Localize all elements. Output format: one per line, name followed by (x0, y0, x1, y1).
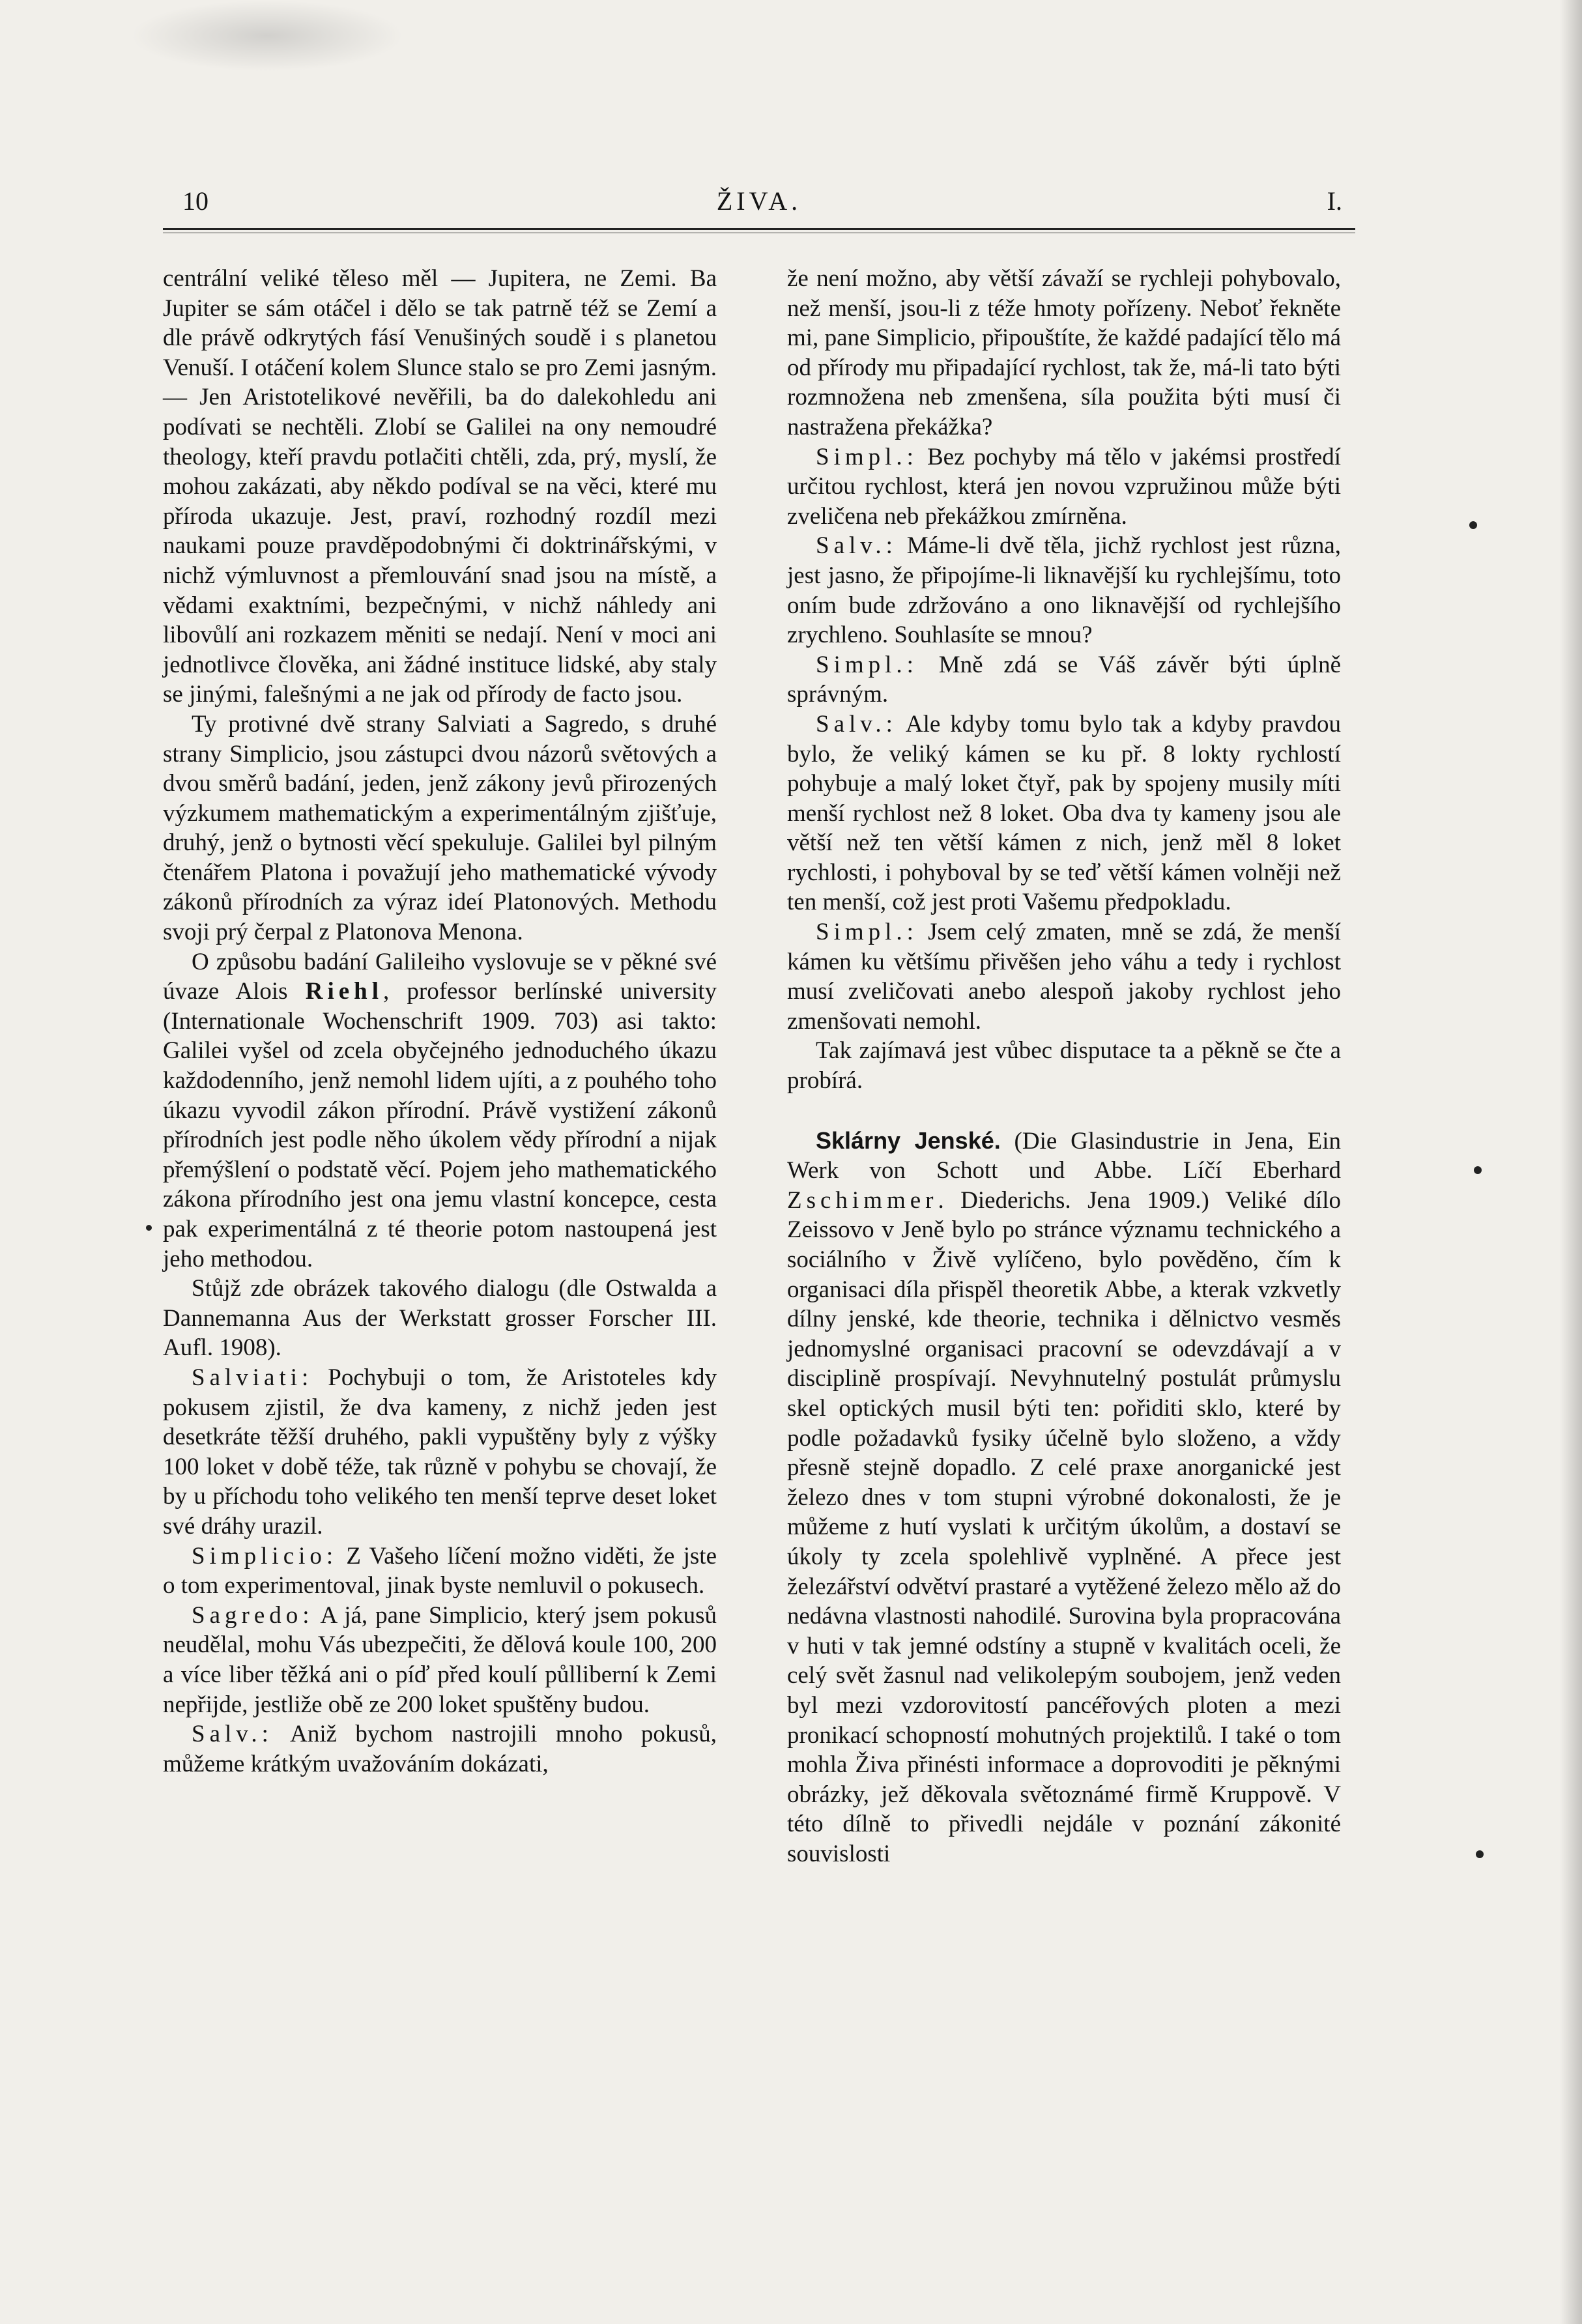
dialogue-line (787, 650, 1341, 710)
speaker-name: Salviati: (192, 1364, 313, 1391)
journal-title: ŽIVA. (716, 186, 802, 216)
paragraph-text: (Die Glasindustrie in Jena, Ein Werk von Schott und Abbe. Líčí Eberhard (787, 1127, 1342, 1184)
header-rule (163, 228, 1355, 233)
author-name: Riehl (305, 978, 383, 1005)
volume-number: I. (1327, 186, 1342, 216)
paragraph-text: . Diederichs. Jena 1909.) Veliké dílo Zeissovo v Jeně bylo po stránce významu technického a sociálního v Živě vylíčeno, bylo pověděno, čím k organisaci díla přispěl theoretik Abbe, a kterak vzkvetly dílny jenské, kde theorie, technika i dělnictvo vesměs jednomyslné organisaci pracovní se odevzdávají a v disciplině prospívají. Nevyhnutelný postulát průmyslu skel optických musil býti ten: pořiditi sklo, které by podle požadavků fysiky účelně bylo složeno, a vždy přesně stejně dopadlo. Z celé praxe anorganické jest železo dnes v tom stupni výrobné dokonalosti, že je můžeme z hutí vyslati k určitým úkolům, a dostaví se úkoly ty zcela spolehlivě vyplněné. A přece jest železářství odvětví prastaré a vytěžené železo mělo až do nedávna vlastnosti nahodilé. Surovina byla propracována v huti v tak jemné odstíny a stupně v kvalitách oceli, že celý svět žasnul nad velikolepým soubojem, jenž veden byl mezi vzdorovitostí pancéřových ploten a mezi pronikací schopností mohutných projektilů. I také o tom mohla Živa přinésti informace a doprovoditi je pěknými obrázky, jež děkovala světoznámé firmě Kruppově. V této dílně to přivedli nejdále v poznání zákonité souvislosti (787, 1186, 1341, 1867)
right-column (787, 264, 1341, 1869)
margin-mark (146, 1225, 152, 1231)
dialogue-text: A já, pane Simplicio, který jsem pokusů neudělal, mohu Vás ubezpečiti, že dělová koule 100, 200 a více liber těžká ani o píď před koulí půlliberní k Zemi nepřijde, jestliže obě ze 200 loket spuštěny budou. (163, 1601, 717, 1718)
paragraph: centrální veliké těleso měl — Jupitera, ne Zemi. Ba Jupiter se sám otáčel i dělo se tak patrně též se Zemí a dle právě odkrytých fásí Venušiných soudě i s planetou Venuší. I otáčení kolem Slunce stalo se pro Zemi jasným. — Jen Aristotelikové nevěřili, ba do dalekohledu ani podívati se nechtěli. Zlobí se Galilei na ony nemoudré theology, kteří pravdu potlačiti chtěli, zda, prý, myslí, že mohou zakázati, aby někdo podíval se na věci, které mu příroda ukazuje. Jest, praví, rozhodný rozdíl mezi naukami pouze pravděpodobnými či doktrinářskými, v nichž výmluvnost a přemlouvání snad jsou na místě, a vědami exaktními, bezpečnými, v nichž náhledy ani libovůlí ani rozkazem měniti se nedají. Není v moci ani jednotlivce člověka, ani žádné instituce lidské, aby staly se jinými, falešnými a ne jak od přírody de facto jsou. (163, 265, 717, 708)
dialogue-text: Jsem celý zmaten, mně se zdá, že menší kámen ku většímu přivěšen jeho váhu a tedy i rychlost musí zveličovati anebo alespoň jakoby rychlost jeho zmenšovati nemohl. (787, 919, 1341, 1035)
author-name: Zschimmer (787, 1186, 938, 1214)
page-number: 10 (182, 186, 209, 216)
section-title: Sklárny Jenské. (816, 1126, 1001, 1154)
paragraph: Stůjž zde obrázek takového dialogu (dle Ostwalda a Dannemanna Aus der Werkstatt grosser Forscher III. Aufl. 1908). (163, 1275, 717, 1362)
speaker-name: Simpl.: (816, 919, 918, 946)
paragraph: Ty protivné dvě strany Salviati a Sagredo, s druhé strany Simplicio, jsou zástupci dvou názorů světových a dvou směrů badání, jeden, jenž zákony jevů přirozených výzkumem mathematickým a experimentálným zjišťuje, druhý, jenž o bytnosti věcí spekuluje. Galilei byl pilným čtenářem Platona i považují jeho mathematické vývody zákonů přírodních za výraz ideí Platonových. Methodu svoji prý čerpal z Platonova Menona. (163, 710, 717, 946)
dialogue-text: Mně zdá se Váš závěr býti úplně správným. (787, 651, 1341, 708)
page-header (163, 186, 1355, 225)
dialogue-text: Pochybuji o tom, že Aristoteles kdy pokusem zjistil, že dva kameny, z nichž jeden jest desetkráte těžší druhého, pakli vypuštěny byly z výšky 100 loket v době téže, tak různě v pohybu se chovají, že by u příchodu toho velikého ten menší teprve deset loket své dráhy urazil. (163, 1364, 717, 1540)
dialogue-text: Aniž bychom nastrojili mnoho pokusů, můžeme krátkým uvažováním dokázati, (163, 1721, 717, 1777)
speaker-name: Sagredo: (192, 1601, 314, 1629)
dialogue-text: Bez pochyby má tělo v jakémsi prostředí určitou rychlost, která jen novou vzpružinou může býti zveličena neb překážkou zmírněna. (787, 443, 1341, 530)
dialogue-line (163, 1542, 717, 1601)
dialogue-text: Z Vašeho líčení možno viděti, že jste o tom experimentoval, jinak byste nemluvil o pokusech. (163, 1542, 717, 1600)
dialogue-line (787, 917, 1341, 1036)
dialogue-line (163, 1719, 717, 1779)
dialogue-text: Máme-li dvě těla, jichž rychlost jest různa, jest jasno, že připojíme-li liknavější ku rychlejšímu, toto oním bude zdržováno a ono liknavější od rychlejšího zrychleno. Souhlasíte se mnou? (787, 532, 1341, 649)
dialogue-line (163, 1363, 717, 1542)
dialogue-line (787, 442, 1341, 532)
speaker-name: Salv.: (816, 710, 897, 738)
speaker-name: Simpl.: (816, 651, 918, 678)
margin-mark (1474, 1166, 1482, 1174)
dialogue-line (787, 531, 1341, 650)
dialogue-line (787, 710, 1341, 917)
speaker-name: Simplicio: (192, 1542, 338, 1570)
speaker-name: Simpl.: (816, 443, 918, 470)
section-paragraph (787, 1126, 1341, 1869)
margin-mark (1476, 1850, 1484, 1858)
paragraph: že není možno, aby větší závaží se rychleji pohybovalo, než menší, jsou-li z téže hmoty pořízeny. Neboť řekněte mi, pane Simplicio, připouštíte, že každé padající tělo má od přírody mu připadající rychlost, tak že, má-li tato býti rozmnožena neb zmenšena, síla použita býti musí či nastražena překážka? (787, 265, 1341, 440)
left-column (163, 264, 717, 1779)
paragraph (163, 947, 717, 1274)
page-stain (130, 0, 404, 72)
margin-mark (1469, 521, 1477, 529)
dialogue-line (163, 1601, 717, 1719)
paragraph-text: , professor berlínské university (Internationale Wochenschrift 1909. 703) asi takto: Galilei vyšel od zcela obyčejného jednoduchého úkazu každodenního, jenž nemohl lidem ujíti, a z pouhého toho úkazu vyvodil zákon přírodní. Právě vystižení zákonů přírodních jest podle něho úkolem vědy přírodní a nijak přemýšlení o podstatě věcí. Pojem jeho mathematického zákona přírodního jest ona jemu vlastní koncepce, cesta pak experimentálná z té theorie potom nastoupená jest jeho methodou. (163, 978, 717, 1272)
paragraph: Tak zajímavá jest vůbec disputace ta a pěkně se čte a probírá. (787, 1037, 1341, 1095)
dialogue-text: Ale kdyby tomu bylo tak a kdyby pravdou bylo, že veliký kámen se ku př. 8 lokty rychlostí pohybuje a malý loket čtyř, pak by spojeny musily míti menší rychlost než 8 loket. Oba dva ty kameny jsou ale větší než ten větší kámen z nich, jenž měl 8 loket rychlosti, i pohyboval by se teď větší kámen volněji než ten menší, což jest proti Vašemu předpokladu. (787, 710, 1341, 916)
speaker-name: Salv.: (816, 532, 897, 560)
page-edge-shadow (1560, 0, 1582, 2324)
paragraph-text: O způsobu badání Galileiho vyslovuje se v pěkné své úvaze Alois (163, 948, 717, 1005)
speaker-name: Salv.: (192, 1721, 273, 1748)
